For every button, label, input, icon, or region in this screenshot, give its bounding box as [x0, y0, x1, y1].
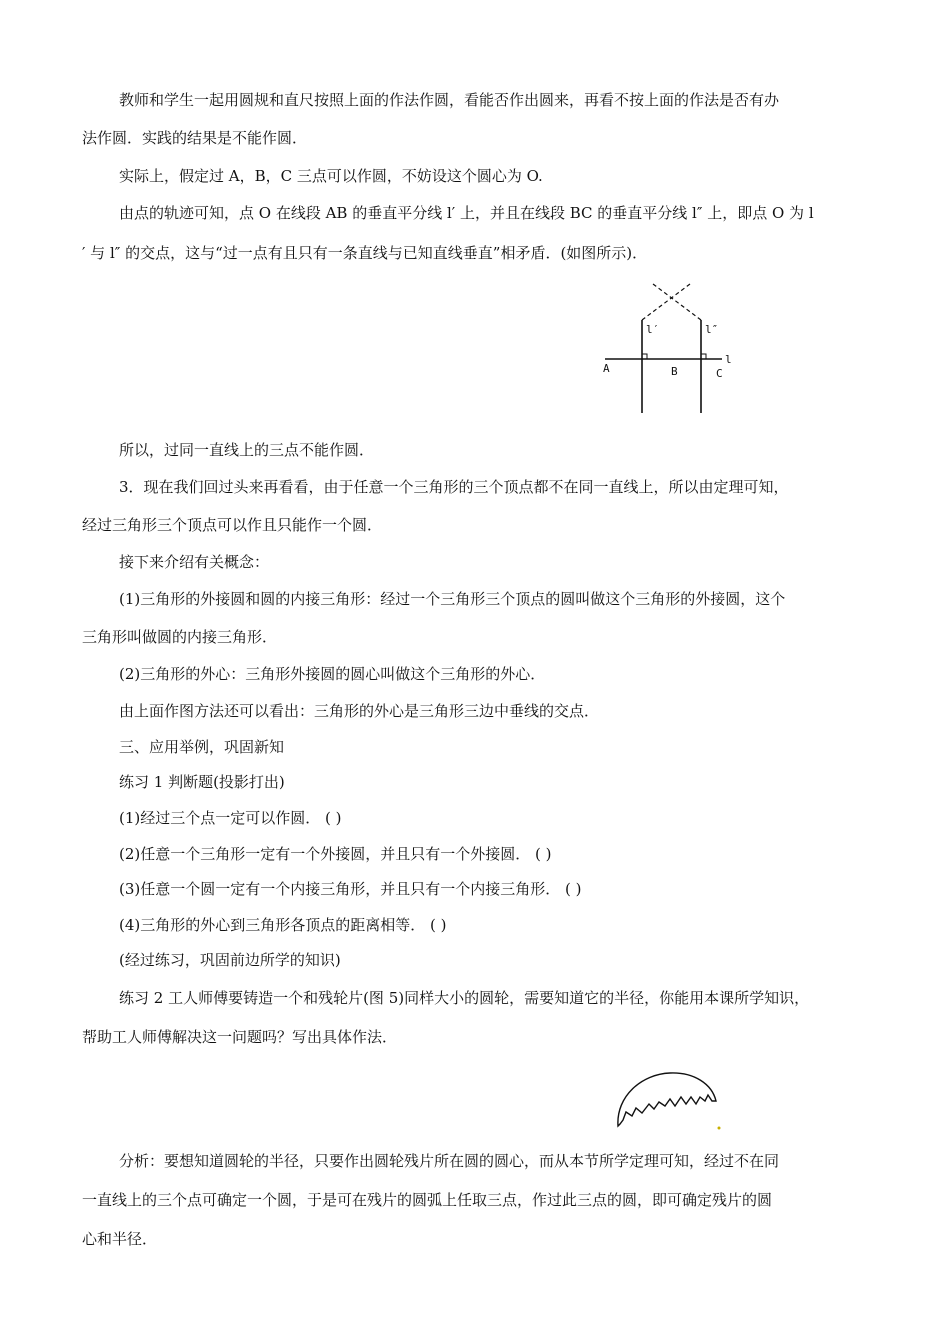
question-item: (3)任意一个圆一定有一个内接三角形，并且只有一个内接三角形． ( ) [119, 880, 582, 898]
question-item: (4)三角形的外心到三角形各顶点的距离相等． ( ) [119, 916, 447, 934]
paragraph-line: 经过三角形三个顶点可以作且只能作一个圆． [82, 516, 383, 534]
label-A: A [603, 362, 610, 375]
paragraph-line: 所以，过同一直线上的三点不能作圆． [119, 441, 375, 459]
dashed-line [642, 284, 690, 320]
paragraph-line: 实际上，假定过 A，B，C 三点可以作圆，不妨设这个圆心为 O. [119, 167, 543, 185]
paragraph-line: 练习 2 工人师傅要铸造一个和残轮片(图 5)同样大小的圆轮，需要知道它的半径，你能用本课所学知识， [119, 989, 810, 1007]
label-l-prime: l′ [646, 323, 660, 336]
paragraph-line: 法作圆．实践的结果是不能作圆． [82, 129, 308, 147]
paragraph-line: 教师和学生一起用圆规和直尺按照上面的作法作圆，看能否作出圆来，再看不按上面的作法是否有办 [119, 91, 780, 109]
paragraph-line: ′ 与 l″ 的交点，这与“过一点有且只有一条直线与已知直线垂直”相矛盾．(如图所示)． [82, 244, 648, 262]
paragraph-line: 帮助工人师傅解决这一问题吗？写出具体作法． [82, 1028, 398, 1046]
question-item: (2)任意一个三角形一定有一个外接圆，并且只有一个外接圆． ( ) [119, 845, 552, 863]
label-l: l [725, 353, 732, 366]
paragraph-line: 心和半径． [82, 1230, 158, 1248]
perpendicular-bisector-figure [595, 280, 745, 415]
broken-wheel-figure [612, 1066, 727, 1134]
section-heading: 三、应用举例，巩固新知 [119, 738, 285, 756]
label-l-double-prime: l″ [705, 323, 719, 336]
paragraph-line: (2)三角形的外心：三角形外接圆的圆心叫做这个三角形的外心． [119, 665, 546, 683]
dot-mark [718, 1127, 721, 1130]
label-B: B [671, 365, 678, 378]
label-C: C [716, 367, 723, 380]
paragraph-line: 分析：要想知道圆轮的半径，只要作出圆轮残片所在圆的圆心，而从本节所学定理可知，经过不在同 [119, 1152, 780, 1170]
paragraph-line: 三角形叫做圆的内接三角形． [82, 628, 278, 646]
paragraph-line: 由上面作图方法还可以看出：三角形的外心是三角形三边中垂线的交点． [119, 702, 600, 720]
exercise-title: 练习 1 判断题(投影打出) [119, 773, 285, 791]
question-item: (1)经过三个点一定可以作圆． ( ) [119, 809, 342, 827]
paragraph-line: 由点的轨迹可知，点 O 在线段 AB 的垂直平分线 l′ 上，并且在线段 BC 的垂直平分线 l″ 上，即点 O 为 l [119, 204, 814, 222]
paragraph-line: (1)三角形的外接圆和圆的内接三角形：经过一个三角形三个顶点的圆叫做这个三角形的外接圆，这个 [119, 590, 786, 608]
paragraph-line: 一直线上的三个点可确定一个圆，于是可在残片的圆弧上任取三点，作过此三点的圆，即可确定残片的圆 [82, 1191, 773, 1209]
dashed-line [653, 284, 701, 320]
paragraph-line: 3．现在我们回过头来再看看，由于任意一个三角形的三个顶点都不在同一直线上，所以由定理可知， [119, 478, 789, 496]
paragraph-line: (经过练习，巩固前边所学的知识) [119, 951, 341, 969]
paragraph-line: 接下来介绍有关概念： [119, 553, 270, 571]
wheel-fragment-outline [618, 1073, 716, 1126]
